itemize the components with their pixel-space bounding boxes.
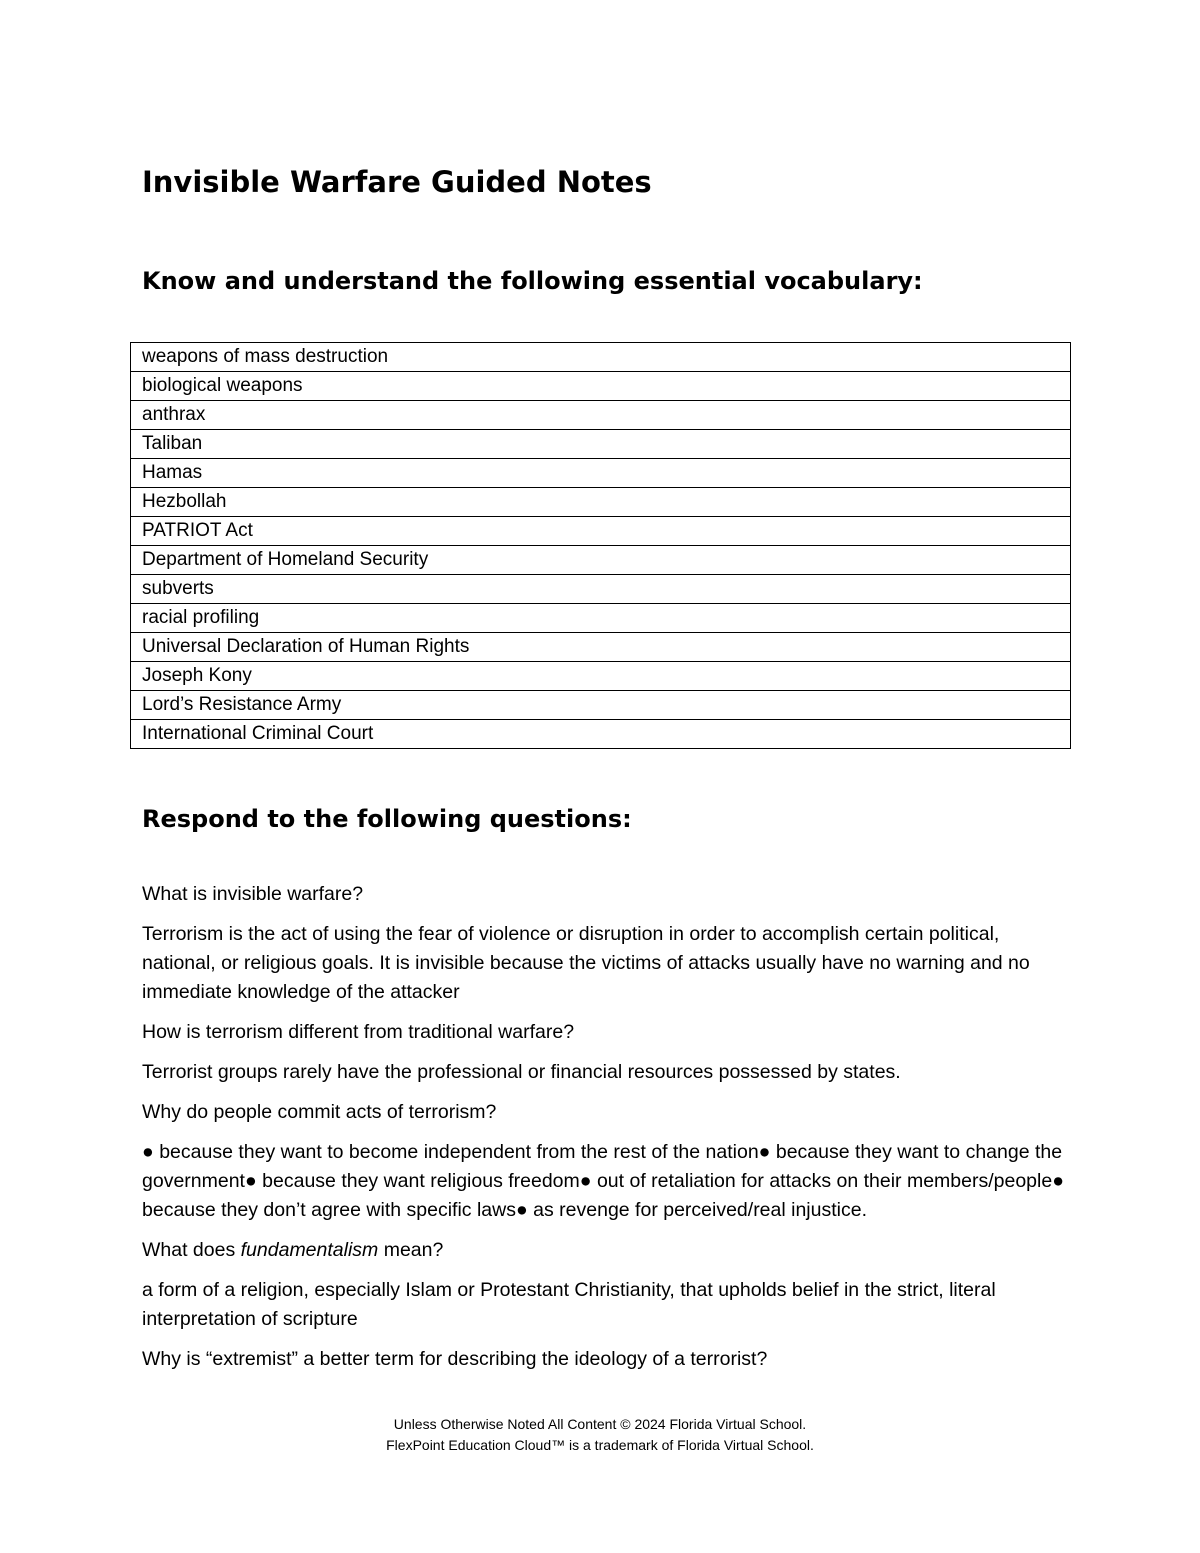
vocabulary-table: [130, 342, 1071, 749]
question-invisible-warfare: What is invisible warfare?: [142, 883, 364, 905]
vocabulary-term: PATRIOT Act: [131, 517, 1071, 546]
question-fundamentalism: [142, 1236, 1072, 1265]
vocabulary-term: anthrax: [131, 401, 1071, 430]
copyright-line: Unless Otherwise Noted All Content © 2024 Florida Virtual School.: [393, 1416, 807, 1432]
answer-fundamentalism: a form of a religion, especially Islam or Protestant Christianity, that upholds belief in the strict, literal interpretation of scripture: [142, 1279, 996, 1330]
page-footer: [0, 1414, 1200, 1456]
vocabulary-term: Lord’s Resistance Army: [131, 691, 1071, 720]
answer-invisible-warfare: Terrorism is the act of using the fear of violence or disruption in order to accomplish certain political, national, or religious goals. It is invisible because the victims of attacks usually have no warning and no immediate knowledge of the attacker: [142, 923, 1030, 1003]
table-row: [131, 459, 1071, 488]
vocabulary-term: Hamas: [131, 459, 1071, 488]
question-why-terrorism: Why do people commit acts of terrorism?: [142, 1101, 497, 1123]
question-extremist: Why is “extremist” a better term for describing the ideology of a terrorist?: [142, 1348, 768, 1370]
italic-term: fundamentalism: [240, 1239, 379, 1261]
table-row: [131, 430, 1071, 459]
vocabulary-term: biological weapons: [131, 372, 1071, 401]
vocabulary-term: Joseph Kony: [131, 662, 1071, 691]
table-row: [131, 488, 1071, 517]
question-text: What does: [142, 1239, 241, 1261]
vocabulary-term: Hezbollah: [131, 488, 1071, 517]
vocabulary-term: Universal Declaration of Human Rights: [131, 633, 1071, 662]
vocabulary-heading: Know and understand the following essential vocabulary:: [142, 267, 923, 295]
vocabulary-term: Taliban: [131, 430, 1071, 459]
table-row: [131, 517, 1071, 546]
questions-heading: Respond to the following questions:: [142, 805, 632, 833]
vocabulary-term: Department of Homeland Security: [131, 546, 1071, 575]
vocabulary-term: racial profiling: [131, 604, 1071, 633]
table-row: [131, 633, 1071, 662]
question-terrorism-vs-warfare: How is terrorism different from traditional warfare?: [142, 1021, 575, 1043]
question-text: mean?: [378, 1239, 444, 1261]
table-row: [131, 575, 1071, 604]
questions-section: [142, 880, 1072, 1385]
table-row: [131, 604, 1071, 633]
answer-terrorism-vs-warfare: Terrorist groups rarely have the professional or financial resources possessed by states.: [142, 1061, 901, 1083]
table-row: [131, 546, 1071, 575]
table-row: [131, 401, 1071, 430]
table-row: [131, 720, 1071, 749]
table-row: [131, 691, 1071, 720]
vocabulary-term: weapons of mass destruction: [131, 343, 1071, 372]
vocabulary-term: International Criminal Court: [131, 720, 1071, 749]
table-row: [131, 372, 1071, 401]
answer-why-terrorism: ● because they want to become independent from the rest of the nation● because they want to change the government● because they want religious freedom● out of retaliation for attacks on their members/people● because they don’t agree with specific laws● as revenge for perceived/real injustice.: [142, 1141, 1064, 1221]
page-title: Invisible Warfare Guided Notes: [142, 165, 652, 199]
trademark-line: FlexPoint Education Cloud™ is a trademark of Florida Virtual School.: [386, 1437, 814, 1453]
vocabulary-term: subverts: [131, 575, 1071, 604]
table-row: [131, 662, 1071, 691]
table-row: [131, 343, 1071, 372]
